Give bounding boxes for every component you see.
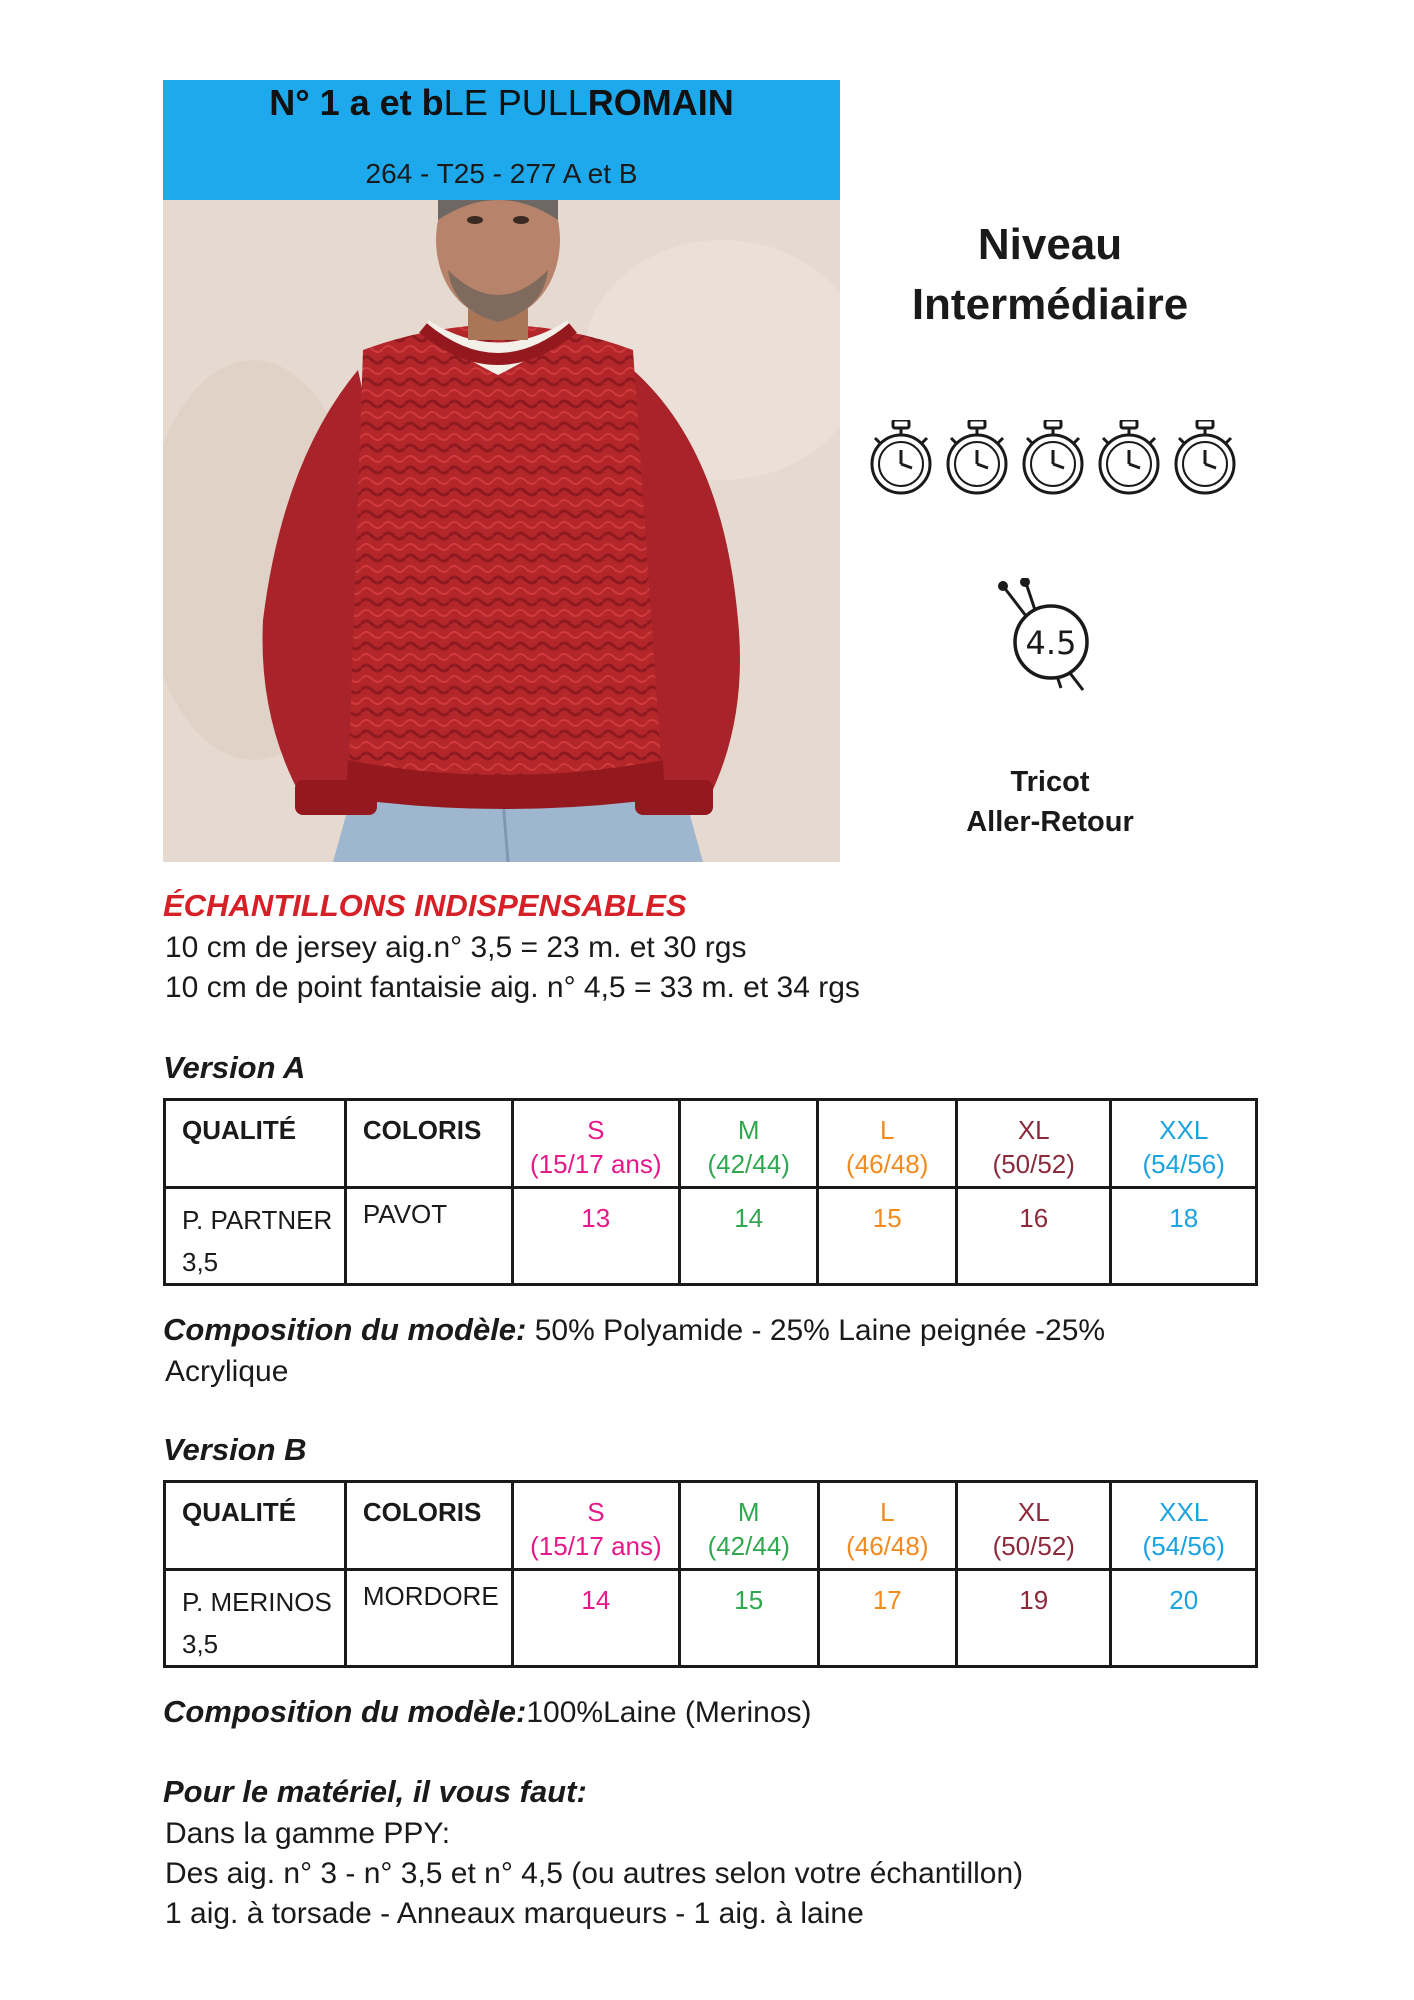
stopwatch-icon xyxy=(872,420,930,493)
pattern-number: N° 1 a et b xyxy=(269,82,444,123)
size-m-header: M (42/44) xyxy=(679,1100,818,1188)
version-a-composition-cont: Acrylique xyxy=(165,1355,289,1388)
size-s-header: S (15/17 ans) xyxy=(512,1482,679,1570)
sweater-illustration xyxy=(163,200,840,862)
colour-header: COLORIS xyxy=(345,1482,512,1570)
materials-heading: Pour le matériel, il vous faut: xyxy=(163,1774,587,1809)
qty-s: 14 xyxy=(512,1570,679,1667)
stopwatch-icon xyxy=(1024,420,1082,493)
qty-l: 15 xyxy=(818,1188,957,1285)
colour-cell: MORDORE xyxy=(345,1570,512,1667)
composition-text: 100%Laine (Merinos) xyxy=(526,1696,812,1729)
header-banner xyxy=(163,80,840,200)
table-row xyxy=(165,1570,1257,1667)
qty-xl: 16 xyxy=(957,1188,1111,1285)
version-a-table xyxy=(163,1098,1258,1286)
size-xl-header: XL (50/52) xyxy=(957,1100,1111,1188)
qty-l: 17 xyxy=(818,1570,957,1667)
difficulty-value: Intermédiaire xyxy=(911,280,1189,329)
composition-label: Composition du modèle: xyxy=(163,1312,527,1347)
size-xxl-header: XXL (54/56) xyxy=(1111,1100,1257,1188)
table-header-row xyxy=(165,1100,1257,1188)
version-a-composition xyxy=(163,1310,1263,1351)
stopwatch-icon xyxy=(1176,420,1234,493)
difficulty-label: Niveau xyxy=(977,220,1123,269)
colour-cell: PAVOT xyxy=(345,1188,512,1285)
qty-xl: 19 xyxy=(957,1570,1111,1667)
size-xl-header: XL (50/52) xyxy=(957,1482,1111,1570)
technique-line1: Tricot xyxy=(1010,766,1090,798)
version-b-title: Version B xyxy=(163,1432,307,1467)
materials-line: Des aig. n° 3 - n° 3,5 et n° 4,5 (ou autres selon votre échantillon) xyxy=(165,1857,1024,1890)
quality-cell: P. MERINOS 3,5 xyxy=(165,1570,346,1667)
difficulty-level xyxy=(860,215,1240,335)
stopwatch-icon xyxy=(948,420,1006,493)
model-photo xyxy=(163,200,840,862)
technique xyxy=(900,762,1200,842)
materials-line: 1 aig. à torsade - Anneaux marqueurs - 1 aig. à laine xyxy=(165,1897,864,1930)
time-rating xyxy=(864,420,1244,500)
composition-label: Composition du modèle: xyxy=(163,1694,527,1729)
stopwatch-icons xyxy=(864,420,1244,500)
qty-s: 13 xyxy=(512,1188,679,1285)
qty-xxl: 20 xyxy=(1111,1570,1257,1667)
pattern-title xyxy=(163,80,840,126)
samples-line: 10 cm de point fantaisie aig. n° 4,5 = 33 m. et 34 rgs xyxy=(165,971,860,1004)
qty-xxl: 18 xyxy=(1111,1188,1257,1285)
stopwatch-icon xyxy=(1100,420,1158,493)
pattern-title-bold: ROMAIN xyxy=(587,82,734,123)
quality-header: QUALITÉ xyxy=(165,1100,346,1188)
size-xxl-header: XXL (54/56) xyxy=(1111,1482,1257,1570)
composition-text: 50% Polyamide - 25% Laine peignée -25% xyxy=(526,1314,1106,1347)
version-b-table xyxy=(163,1480,1258,1668)
size-l-header: L (46/48) xyxy=(818,1100,957,1188)
pattern-references: 264 - T25 - 277 A et B xyxy=(365,158,638,189)
samples-line: 10 cm de jersey aig.n° 3,5 = 23 m. et 30 rgs xyxy=(165,931,747,964)
size-l-header: L (46/48) xyxy=(818,1482,957,1570)
knitting-needles-icon xyxy=(995,578,1105,698)
quality-cell: P. PARTNER 3,5 xyxy=(165,1188,346,1285)
size-m-header: M (42/44) xyxy=(680,1482,819,1570)
qty-m: 14 xyxy=(679,1188,818,1285)
table-row xyxy=(165,1188,1257,1285)
needle-size-badge xyxy=(995,578,1105,698)
colour-header: COLORIS xyxy=(345,1100,512,1188)
technique-line2: Aller-Retour xyxy=(966,806,1134,838)
needle-size-value: 4.5 xyxy=(1025,624,1077,662)
pattern-title-regular: LE PULL xyxy=(443,82,588,123)
qty-m: 15 xyxy=(680,1570,819,1667)
table-header-row xyxy=(165,1482,1257,1570)
samples-heading: ÉCHANTILLONS INDISPENSABLES xyxy=(163,888,687,923)
materials-line: Dans la gamme PPY: xyxy=(165,1817,451,1850)
quality-header: QUALITÉ xyxy=(165,1482,346,1570)
version-b-composition xyxy=(163,1692,1263,1733)
size-s-header: S (15/17 ans) xyxy=(512,1100,679,1188)
version-a-title: Version A xyxy=(163,1050,306,1085)
